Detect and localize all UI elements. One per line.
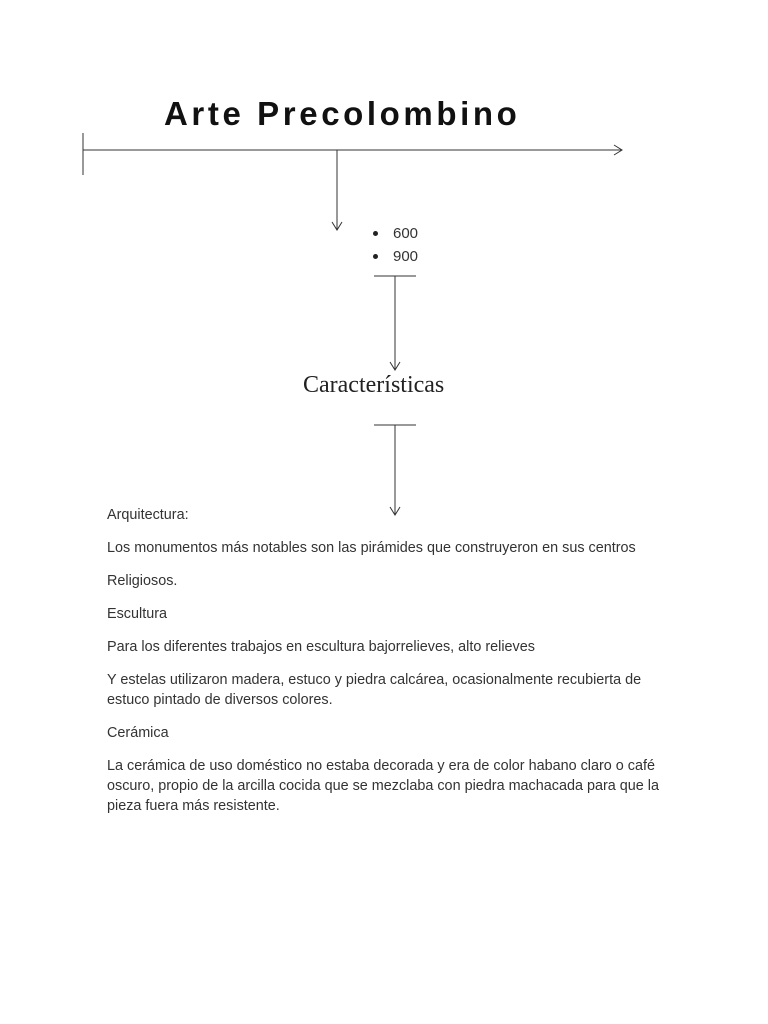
list-item: 600 — [373, 222, 418, 245]
paragraph: Religiosos. — [107, 573, 178, 589]
body-text — [107, 505, 667, 829]
date-list — [373, 222, 418, 268]
paragraph-ceramics-label: Cerámica — [107, 725, 169, 741]
paragraph: La cerámica de uso doméstico no estaba decorada y era de color habano claro o café oscuro, propio de la arcilla cocida que se mezclaba con piedra machacada para que la pieza fuera más resistente. — [107, 758, 659, 814]
paragraph-sculpture-label: Escultura — [107, 606, 167, 622]
paragraph: Para los diferentes trabajos en escultura bajorrelieves, alto relieves — [107, 639, 535, 655]
paragraph: Y estelas utilizaron madera, estuco y piedra calcárea, ocasionalmente recubierta de estuco pintado de diversos colores. — [107, 672, 642, 708]
paragraph: Los monumentos más notables son las pirámides que construyeron en sus centros — [107, 540, 636, 556]
section-heading: Características — [303, 372, 445, 398]
paragraph-architecture-label: Arquitectura: — [107, 507, 189, 523]
list-item: 900 — [373, 245, 418, 268]
document-title: Arte Precolombino — [164, 95, 521, 132]
